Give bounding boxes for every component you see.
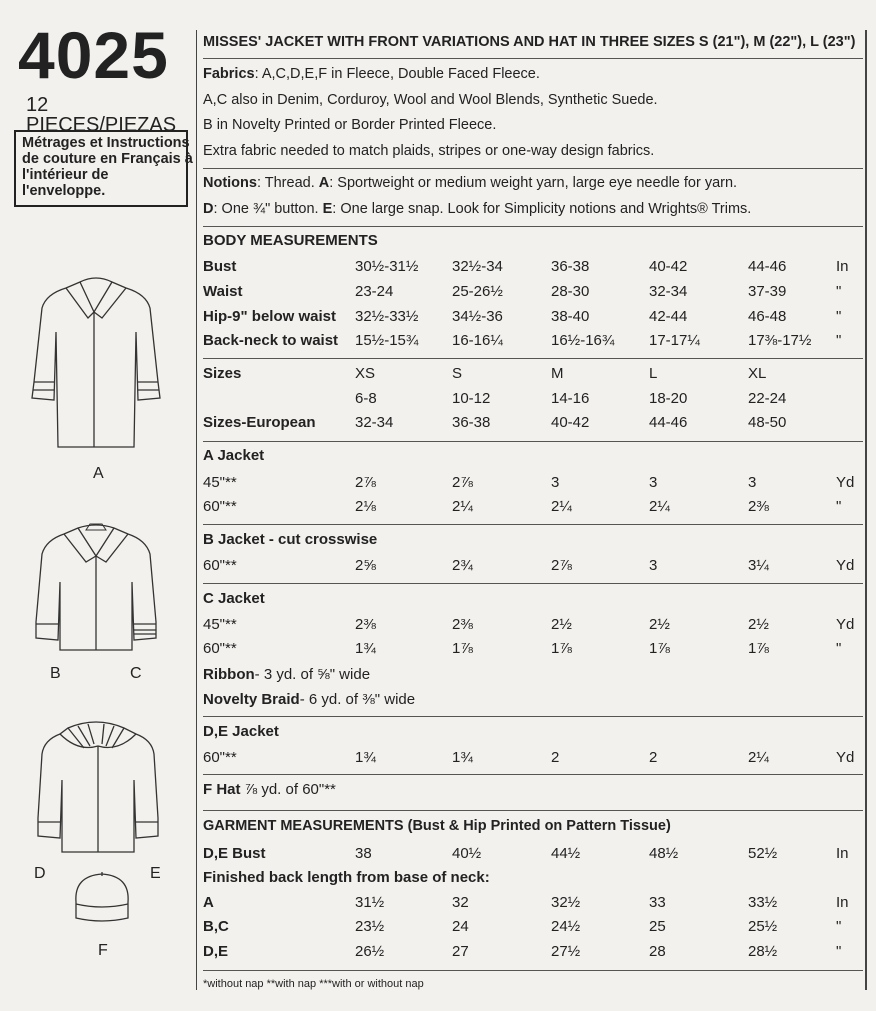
row-label: 60"** — [203, 749, 237, 766]
table-cell: 2¼ — [649, 498, 670, 515]
right-edge-divider — [865, 30, 867, 990]
divider — [203, 774, 863, 775]
table-cell: 1¾ — [452, 749, 473, 766]
table-cell: 33½ — [748, 894, 778, 911]
a-jacket-heading: A Jacket — [203, 447, 265, 464]
sizes-row — [203, 365, 863, 385]
table-cell: 28-30 — [551, 283, 590, 300]
table-cell: 17-17¼ — [649, 332, 700, 349]
row-label: 60"** — [203, 557, 237, 574]
table-row — [203, 749, 863, 769]
unit-cell: Yd — [836, 474, 855, 491]
table-cell: 2⅜ — [355, 616, 376, 633]
divider — [203, 583, 863, 584]
french-line: de couture en Français à — [22, 151, 193, 167]
table-cell: 32-34 — [355, 414, 394, 431]
row-label: Sizes — [203, 365, 242, 382]
table-cell: 48½ — [649, 845, 679, 862]
fabrics-line: Extra fabric needed to match plaids, stripes or one-way design fabrics. — [203, 143, 655, 159]
table-row — [203, 894, 863, 914]
table-row — [203, 308, 863, 328]
french-line: l'intérieur de — [22, 167, 109, 183]
unit-cell: " — [836, 308, 842, 325]
table-cell: 2⅜ — [452, 616, 473, 633]
unit-cell: In — [836, 894, 849, 911]
view-label-f: F — [98, 942, 108, 959]
french-line: l'enveloppe. — [22, 183, 106, 199]
yardage-chart — [203, 0, 863, 1011]
table-cell: 40-42 — [551, 414, 590, 431]
unit-cell: " — [836, 918, 842, 935]
table-cell: 3 — [649, 474, 658, 491]
body-measurements-heading: BODY MEASUREMENTS — [203, 232, 378, 249]
view-label-a: A — [93, 465, 104, 482]
table-cell: 2⅞ — [355, 474, 376, 491]
french-instructions-box — [14, 130, 193, 207]
table-cell: 3 — [649, 557, 658, 574]
table-cell: 14-16 — [551, 390, 590, 407]
table-cell: S — [452, 365, 463, 382]
table-cell: 28½ — [748, 943, 778, 960]
table-cell: 40½ — [452, 845, 482, 862]
table-cell: 1¾ — [355, 640, 376, 657]
table-cell: 32½-33½ — [355, 308, 419, 325]
pattern-title: MISSES' JACKET WITH FRONT VARIATIONS AND HAT IN THREE SIZES S (21"), M (22"), L (23") — [203, 34, 856, 50]
pattern-number: 4025 — [18, 18, 169, 92]
sizes-numbers-row — [203, 390, 863, 410]
fabrics-line: Fabrics: A,C,D,E,F in Fleece, Double Faced Fleece. — [203, 66, 540, 82]
table-cell: 22-24 — [748, 390, 787, 407]
view-label-b: B — [50, 665, 61, 682]
table-cell: 23½ — [355, 918, 385, 935]
table-cell: 23-24 — [355, 283, 394, 300]
divider — [203, 524, 863, 525]
table-row — [203, 283, 863, 303]
table-cell: 2¼ — [452, 498, 473, 515]
table-cell: 46-48 — [748, 308, 787, 325]
divider — [203, 168, 863, 169]
row-label: B,C — [203, 918, 229, 935]
row-label: D,E Bust — [203, 845, 266, 862]
table-cell: 2 — [551, 749, 560, 766]
hat-line: F Hat ⅞ yd. of 60"** — [203, 781, 336, 798]
table-cell: 24½ — [551, 918, 581, 935]
table-cell: 30½-31½ — [355, 258, 419, 275]
row-label: 60"** — [203, 498, 237, 515]
table-row — [203, 474, 863, 494]
table-cell: 32½ — [551, 894, 581, 911]
table-cell: 38 — [355, 845, 372, 862]
table-cell: 26½ — [355, 943, 385, 960]
view-label-d: D — [34, 865, 46, 882]
notions-line: Notions: Thread. A: Sportweight or medium weight yarn, large eye needle for yarn. — [203, 175, 738, 191]
unit-cell: " — [836, 498, 842, 515]
table-cell: 2½ — [551, 616, 572, 633]
table-cell: 2½ — [748, 616, 769, 633]
table-cell: 48-50 — [748, 414, 787, 431]
jacket-de-illustration — [28, 718, 168, 858]
view-label-e: E — [150, 865, 161, 882]
unit-cell: Yd — [836, 557, 855, 574]
jacket-bc-illustration — [28, 522, 168, 662]
row-label: Bust — [203, 258, 237, 275]
table-cell: 3 — [551, 474, 560, 491]
table-row — [203, 498, 863, 518]
table-cell: 36-38 — [452, 414, 491, 431]
table-cell: 1¾ — [355, 749, 376, 766]
c-jacket-heading: C Jacket — [203, 590, 265, 607]
back-length-heading: Finished back length from base of neck: — [203, 869, 490, 886]
table-cell: 31½ — [355, 894, 385, 911]
unit-cell: " — [836, 332, 842, 349]
table-cell: 2⅞ — [452, 474, 473, 491]
table-cell: 36-38 — [551, 258, 590, 275]
row-label: Back-neck to waist — [203, 332, 339, 349]
hat-f-illustration — [70, 868, 134, 930]
row-label: A — [203, 894, 214, 911]
table-row — [203, 557, 863, 577]
table-cell: 1⅞ — [452, 640, 473, 657]
unit-cell: In — [836, 258, 849, 275]
sizes-european-row — [203, 414, 863, 434]
table-cell: 40-42 — [649, 258, 688, 275]
row-label: 45"** — [203, 474, 237, 491]
row-label: Waist — [203, 283, 243, 300]
table-cell: 17⅜-17½ — [748, 332, 812, 349]
divider — [203, 970, 863, 971]
table-row — [203, 918, 863, 938]
table-cell: 52½ — [748, 845, 778, 862]
table-row — [203, 943, 863, 963]
divider — [203, 441, 863, 442]
table-cell: 44-46 — [649, 414, 688, 431]
table-cell: 37-39 — [748, 283, 787, 300]
table-row — [203, 258, 863, 278]
table-cell: 1⅞ — [551, 640, 572, 657]
french-line: Métrages et Instructions — [22, 135, 190, 151]
table-cell: 16-16¼ — [452, 332, 503, 349]
table-cell: 32-34 — [649, 283, 688, 300]
table-cell: 28 — [649, 943, 666, 960]
jacket-a-illustration — [28, 272, 168, 457]
footnote: *without nap **with nap ***with or without nap — [203, 978, 424, 990]
table-cell: 32½-34 — [452, 258, 503, 275]
table-cell: 42-44 — [649, 308, 688, 325]
left-panel — [0, 0, 196, 1011]
row-label: 45"** — [203, 616, 237, 633]
ribbon-line: Ribbon- 3 yd. of ⅝" wide — [203, 666, 371, 683]
fabrics-line: A,C also in Denim, Corduroy, Wool and Wool Blends, Synthetic Suede. — [203, 92, 658, 108]
table-cell: XL — [748, 365, 767, 382]
table-cell: 25-26½ — [452, 283, 503, 300]
table-cell: 38-40 — [551, 308, 590, 325]
table-cell: 32 — [452, 894, 469, 911]
table-cell: 2½ — [649, 616, 670, 633]
b-jacket-heading: B Jacket - cut crosswise — [203, 531, 378, 548]
table-row — [203, 332, 863, 352]
braid-line: Novelty Braid- 6 yd. of ⅜" wide — [203, 691, 416, 708]
fabrics-line: B in Novelty Printed or Border Printed Fleece. — [203, 117, 497, 133]
table-cell: 1⅞ — [748, 640, 769, 657]
table-cell: 2¼ — [748, 749, 769, 766]
table-cell: 2¾ — [452, 557, 473, 574]
table-cell: 2⅝ — [355, 557, 376, 574]
row-label: Sizes-European — [203, 414, 316, 431]
divider — [203, 358, 863, 359]
pieces-count: 12 PIECES/PIEZAS — [26, 94, 177, 136]
table-row — [203, 616, 863, 636]
unit-cell: " — [836, 943, 842, 960]
table-cell: 18-20 — [649, 390, 688, 407]
table-cell: 34½-36 — [452, 308, 503, 325]
view-label-c: C — [130, 665, 142, 682]
column-divider — [196, 30, 197, 990]
garment-heading: GARMENT MEASUREMENTS (Bust & Hip Printed on Pattern Tissue) — [203, 818, 671, 834]
row-label: 60"** — [203, 640, 237, 657]
table-cell: 3¼ — [748, 557, 769, 574]
table-cell: 2⅛ — [355, 498, 376, 515]
table-cell: 6-8 — [355, 390, 377, 407]
unit-cell: " — [836, 283, 842, 300]
row-label: D,E — [203, 943, 229, 960]
table-cell: 25½ — [748, 918, 778, 935]
table-cell: M — [551, 365, 564, 382]
divider — [203, 58, 863, 59]
unit-cell: " — [836, 640, 842, 657]
row-label: Hip-9" below waist — [203, 308, 336, 325]
table-row — [203, 845, 863, 865]
table-cell: 27 — [452, 943, 469, 960]
table-cell: 2⅞ — [551, 557, 572, 574]
divider — [203, 810, 863, 811]
table-cell: 33 — [649, 894, 666, 911]
table-cell: 15½-15¾ — [355, 332, 419, 349]
table-cell: 25 — [649, 918, 666, 935]
table-cell: 1⅞ — [649, 640, 670, 657]
table-cell: 2 — [649, 749, 658, 766]
table-cell: L — [649, 365, 658, 382]
divider — [203, 716, 863, 717]
de-jacket-heading: D,E Jacket — [203, 723, 279, 740]
table-cell: 44½ — [551, 845, 581, 862]
unit-cell: Yd — [836, 616, 855, 633]
notions-line: D: One ¾" button. E: One large snap. Look for Simplicity notions and Wrights® Trims. — [203, 201, 752, 217]
table-cell: 10-12 — [452, 390, 491, 407]
table-row — [203, 640, 863, 660]
table-cell: 27½ — [551, 943, 581, 960]
table-cell: 3 — [748, 474, 757, 491]
table-cell: XS — [355, 365, 376, 382]
unit-cell: Yd — [836, 749, 855, 766]
table-cell: 2⅜ — [748, 498, 769, 515]
unit-cell: In — [836, 845, 849, 862]
table-cell: 2¼ — [551, 498, 572, 515]
divider — [203, 226, 863, 227]
table-cell: 16½-16¾ — [551, 332, 615, 349]
table-cell: 44-46 — [748, 258, 787, 275]
table-cell: 24 — [452, 918, 469, 935]
